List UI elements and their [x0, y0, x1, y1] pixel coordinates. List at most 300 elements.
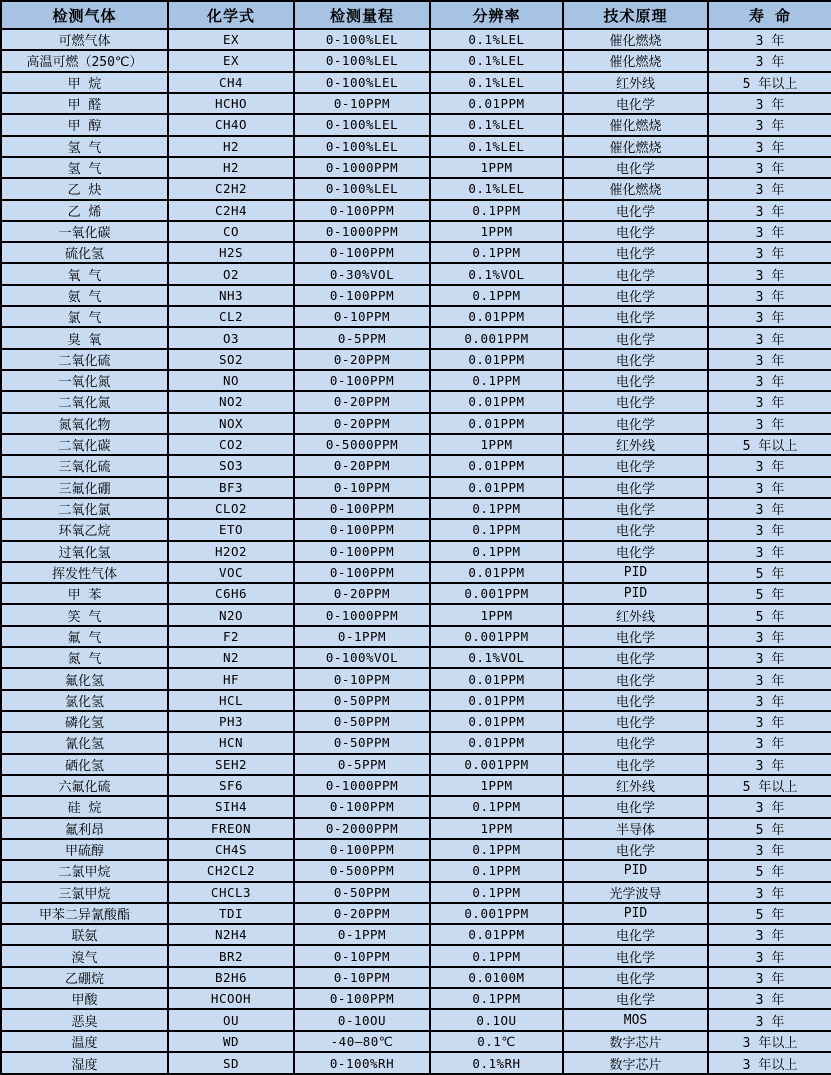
table-row — [1, 136, 831, 157]
cell-gas: 恶臭 — [1, 1009, 168, 1030]
cell-resolution: 1PPM — [430, 818, 563, 839]
cell-resolution: 0.01PPM — [430, 477, 563, 498]
table-row — [1, 306, 831, 327]
cell-gas: 甲酸 — [1, 988, 168, 1009]
cell-lifespan: 3 年 — [708, 263, 831, 284]
table-row — [1, 221, 831, 242]
table-row — [1, 519, 831, 540]
cell-lifespan: 5 年 — [708, 818, 831, 839]
cell-gas: 磷化氢 — [1, 711, 168, 732]
cell-principle: 电化学 — [563, 690, 708, 711]
table-row — [1, 391, 831, 412]
cell-lifespan: 3 年 — [708, 242, 831, 263]
cell-principle: 电化学 — [563, 327, 708, 348]
cell-resolution: 0.01PPM — [430, 349, 563, 370]
cell-principle: 电化学 — [563, 306, 708, 327]
cell-principle: 电化学 — [563, 519, 708, 540]
table-row — [1, 1009, 831, 1030]
cell-lifespan: 3 年 — [708, 50, 831, 71]
column-header-lifespan: 寿 命 — [708, 1, 831, 29]
cell-range: -40—80℃ — [294, 1031, 430, 1052]
cell-lifespan: 5 年以上 — [708, 434, 831, 455]
cell-lifespan: 3 年 — [708, 519, 831, 540]
table-row — [1, 562, 831, 583]
cell-lifespan: 3 年 — [708, 1009, 831, 1030]
table-row — [1, 775, 831, 796]
cell-formula: NO — [168, 370, 294, 391]
cell-lifespan: 3 年以上 — [708, 1031, 831, 1052]
cell-resolution: 0.01PPM — [430, 306, 563, 327]
cell-principle: 电化学 — [563, 839, 708, 860]
cell-principle: 催化燃烧 — [563, 29, 708, 50]
table-row — [1, 157, 831, 178]
cell-resolution: 0.01PPM — [430, 455, 563, 476]
cell-lifespan: 3 年 — [708, 349, 831, 370]
cell-formula: PH3 — [168, 711, 294, 732]
cell-range: 0-10PPM — [294, 668, 430, 689]
cell-formula: WD — [168, 1031, 294, 1052]
cell-formula: C2H4 — [168, 200, 294, 221]
cell-resolution: 0.001PPM — [430, 903, 563, 924]
cell-principle: 电化学 — [563, 626, 708, 647]
cell-range: 0-20PPM — [294, 455, 430, 476]
cell-formula: H2S — [168, 242, 294, 263]
cell-formula: H2 — [168, 136, 294, 157]
cell-formula: ETO — [168, 519, 294, 540]
cell-range: 0-20PPM — [294, 583, 430, 604]
cell-gas: 温度 — [1, 1031, 168, 1052]
cell-formula: N2 — [168, 647, 294, 668]
cell-principle: PID — [563, 903, 708, 924]
cell-principle: 电化学 — [563, 711, 708, 732]
cell-lifespan: 3 年 — [708, 200, 831, 221]
cell-formula: SIH4 — [168, 796, 294, 817]
cell-formula: VOC — [168, 562, 294, 583]
cell-resolution: 0.01PPM — [430, 413, 563, 434]
cell-principle: 红外线 — [563, 775, 708, 796]
cell-range: 0-20PPM — [294, 349, 430, 370]
cell-principle: 数字芯片 — [563, 1031, 708, 1052]
cell-formula: TDI — [168, 903, 294, 924]
cell-gas: 硒化氢 — [1, 754, 168, 775]
cell-gas: 臭 氧 — [1, 327, 168, 348]
cell-resolution: 0.01PPM — [430, 732, 563, 753]
cell-lifespan: 3 年 — [708, 391, 831, 412]
cell-principle: 红外线 — [563, 72, 708, 93]
table-row — [1, 711, 831, 732]
cell-formula: HCN — [168, 732, 294, 753]
table-row — [1, 327, 831, 348]
table-row — [1, 860, 831, 881]
cell-gas: 乙硼烷 — [1, 967, 168, 988]
cell-range: 0-50PPM — [294, 711, 430, 732]
cell-formula: N2H4 — [168, 924, 294, 945]
table-row — [1, 541, 831, 562]
cell-range: 0-100PPM — [294, 285, 430, 306]
cell-resolution: 0.01PPM — [430, 690, 563, 711]
cell-range: 0-100PPM — [294, 498, 430, 519]
cell-gas: 溴气 — [1, 945, 168, 966]
cell-lifespan: 3 年 — [708, 178, 831, 199]
cell-principle: 电化学 — [563, 242, 708, 263]
cell-lifespan: 3 年 — [708, 690, 831, 711]
cell-resolution: 0.1PPM — [430, 839, 563, 860]
cell-lifespan: 3 年 — [708, 157, 831, 178]
cell-lifespan: 3 年 — [708, 327, 831, 348]
cell-gas: 氨 气 — [1, 285, 168, 306]
cell-formula: SEH2 — [168, 754, 294, 775]
cell-lifespan: 5 年以上 — [708, 72, 831, 93]
table-row — [1, 370, 831, 391]
cell-gas: 可燃气体 — [1, 29, 168, 50]
cell-resolution: 0.1PPM — [430, 988, 563, 1009]
cell-principle: 电化学 — [563, 157, 708, 178]
cell-range: 0-10PPM — [294, 477, 430, 498]
cell-gas: 硅 烷 — [1, 796, 168, 817]
cell-lifespan: 3 年 — [708, 668, 831, 689]
cell-range: 0-10OU — [294, 1009, 430, 1030]
cell-range: 0-100%RH — [294, 1052, 430, 1074]
cell-principle: 催化燃烧 — [563, 178, 708, 199]
cell-range: 0-100%LEL — [294, 72, 430, 93]
table-row — [1, 349, 831, 370]
table-row — [1, 924, 831, 945]
cell-range: 0-30%VOL — [294, 263, 430, 284]
column-header-range: 检测量程 — [294, 1, 430, 29]
cell-gas: 环氧乙烷 — [1, 519, 168, 540]
cell-range: 0-50PPM — [294, 732, 430, 753]
cell-range: 0-5000PPM — [294, 434, 430, 455]
cell-gas: 二氧化氮 — [1, 391, 168, 412]
cell-resolution: 0.1%VOL — [430, 263, 563, 284]
cell-resolution: 0.1PPM — [430, 519, 563, 540]
cell-principle: 电化学 — [563, 732, 708, 753]
cell-range: 0-1PPM — [294, 626, 430, 647]
cell-principle: 电化学 — [563, 647, 708, 668]
cell-resolution: 0.1PPM — [430, 882, 563, 903]
cell-principle: 电化学 — [563, 945, 708, 966]
cell-principle: 红外线 — [563, 604, 708, 625]
cell-lifespan: 3 年 — [708, 988, 831, 1009]
cell-formula: BR2 — [168, 945, 294, 966]
cell-gas: 湿度 — [1, 1052, 168, 1074]
cell-resolution: 0.1℃ — [430, 1031, 563, 1052]
cell-gas: 甲 烷 — [1, 72, 168, 93]
table-row — [1, 242, 831, 263]
cell-gas: 六氟化硫 — [1, 775, 168, 796]
cell-resolution: 0.1%LEL — [430, 136, 563, 157]
cell-resolution: 0.1PPM — [430, 242, 563, 263]
cell-formula: SF6 — [168, 775, 294, 796]
cell-principle: 电化学 — [563, 541, 708, 562]
cell-formula: EX — [168, 50, 294, 71]
cell-gas: 三氧化硫 — [1, 455, 168, 476]
cell-range: 0-5PPM — [294, 754, 430, 775]
cell-range: 0-20PPM — [294, 903, 430, 924]
cell-lifespan: 5 年 — [708, 583, 831, 604]
cell-range: 0-100PPM — [294, 988, 430, 1009]
cell-resolution: 0.01PPM — [430, 668, 563, 689]
cell-principle: 电化学 — [563, 924, 708, 945]
cell-range: 0-10PPM — [294, 93, 430, 114]
cell-gas: 氯化氢 — [1, 690, 168, 711]
cell-principle: 催化燃烧 — [563, 136, 708, 157]
cell-resolution: 0.01PPM — [430, 562, 563, 583]
cell-formula: CH4O — [168, 114, 294, 135]
cell-principle: 电化学 — [563, 413, 708, 434]
cell-resolution: 0.1%LEL — [430, 114, 563, 135]
cell-principle: 电化学 — [563, 370, 708, 391]
cell-resolution: 0.1%LEL — [430, 178, 563, 199]
cell-resolution: 0.1%RH — [430, 1052, 563, 1074]
cell-formula: H2 — [168, 157, 294, 178]
cell-resolution: 0.1PPM — [430, 541, 563, 562]
cell-principle: 电化学 — [563, 988, 708, 1009]
cell-gas: 二氯甲烷 — [1, 860, 168, 881]
cell-formula: SO3 — [168, 455, 294, 476]
cell-range: 0-100%LEL — [294, 114, 430, 135]
table-row — [1, 200, 831, 221]
cell-lifespan: 3 年 — [708, 967, 831, 988]
cell-lifespan: 5 年 — [708, 860, 831, 881]
cell-lifespan: 3 年 — [708, 711, 831, 732]
cell-gas: 氮氧化物 — [1, 413, 168, 434]
cell-lifespan: 5 年 — [708, 903, 831, 924]
table-row — [1, 668, 831, 689]
table-row — [1, 626, 831, 647]
cell-formula: OU — [168, 1009, 294, 1030]
table-row — [1, 903, 831, 924]
cell-resolution: 0.1OU — [430, 1009, 563, 1030]
cell-formula: SD — [168, 1052, 294, 1074]
cell-gas: 氢 气 — [1, 136, 168, 157]
cell-resolution: 0.01PPM — [430, 391, 563, 412]
table-row — [1, 818, 831, 839]
cell-range: 0-1000PPM — [294, 775, 430, 796]
cell-range: 0-100%LEL — [294, 29, 430, 50]
cell-principle: 电化学 — [563, 455, 708, 476]
cell-range: 0-100%LEL — [294, 178, 430, 199]
cell-gas: 二氧化碳 — [1, 434, 168, 455]
cell-principle: 红外线 — [563, 434, 708, 455]
cell-principle: 电化学 — [563, 200, 708, 221]
cell-gas: 高温可燃（250℃） — [1, 50, 168, 71]
cell-range: 0-500PPM — [294, 860, 430, 881]
cell-resolution: 0.1%LEL — [430, 72, 563, 93]
cell-lifespan: 3 年 — [708, 221, 831, 242]
cell-resolution: 0.001PPM — [430, 626, 563, 647]
cell-range: 0-1000PPM — [294, 604, 430, 625]
cell-principle: 电化学 — [563, 349, 708, 370]
cell-gas: 甲苯二异氰酸酯 — [1, 903, 168, 924]
cell-formula: BF3 — [168, 477, 294, 498]
cell-principle: 半导体 — [563, 818, 708, 839]
table-row — [1, 945, 831, 966]
cell-formula: CLO2 — [168, 498, 294, 519]
cell-gas: 笑 气 — [1, 604, 168, 625]
table-row — [1, 754, 831, 775]
cell-gas: 甲 醛 — [1, 93, 168, 114]
cell-gas: 氰化氢 — [1, 732, 168, 753]
cell-resolution: 1PPM — [430, 604, 563, 625]
cell-principle: 电化学 — [563, 754, 708, 775]
cell-formula: CHCL3 — [168, 882, 294, 903]
cell-lifespan: 3 年 — [708, 498, 831, 519]
table-row — [1, 72, 831, 93]
cell-range: 0-5PPM — [294, 327, 430, 348]
column-header-principle: 技术原理 — [563, 1, 708, 29]
cell-range: 0-20PPM — [294, 391, 430, 412]
cell-resolution: 0.1PPM — [430, 200, 563, 221]
cell-principle: MOS — [563, 1009, 708, 1030]
cell-gas: 氮 气 — [1, 647, 168, 668]
cell-formula: NH3 — [168, 285, 294, 306]
column-header-formula: 化学式 — [168, 1, 294, 29]
table-row — [1, 690, 831, 711]
cell-gas: 甲硫醇 — [1, 839, 168, 860]
cell-lifespan: 5 年 — [708, 604, 831, 625]
cell-formula: CL2 — [168, 306, 294, 327]
cell-formula: H2O2 — [168, 541, 294, 562]
cell-resolution: 1PPM — [430, 221, 563, 242]
cell-range: 0-10PPM — [294, 306, 430, 327]
cell-lifespan: 5 年以上 — [708, 775, 831, 796]
cell-lifespan: 3 年 — [708, 29, 831, 50]
cell-gas: 氯 气 — [1, 306, 168, 327]
cell-principle: PID — [563, 562, 708, 583]
cell-lifespan: 3 年 — [708, 114, 831, 135]
cell-range: 0-2000PPM — [294, 818, 430, 839]
table-row — [1, 796, 831, 817]
cell-lifespan: 3 年 — [708, 945, 831, 966]
cell-formula: C6H6 — [168, 583, 294, 604]
cell-formula: CH4S — [168, 839, 294, 860]
cell-principle: 数字芯片 — [563, 1052, 708, 1074]
cell-principle: 电化学 — [563, 498, 708, 519]
cell-formula: F2 — [168, 626, 294, 647]
cell-gas: 三氯甲烷 — [1, 882, 168, 903]
cell-range: 0-1PPM — [294, 924, 430, 945]
cell-range: 0-100PPM — [294, 370, 430, 391]
cell-formula: NOX — [168, 413, 294, 434]
cell-gas: 二氧化硫 — [1, 349, 168, 370]
cell-lifespan: 3 年 — [708, 924, 831, 945]
cell-gas: 氟化氢 — [1, 668, 168, 689]
cell-gas: 联氨 — [1, 924, 168, 945]
cell-formula: HCOOH — [168, 988, 294, 1009]
cell-range: 0-100PPM — [294, 796, 430, 817]
cell-resolution: 0.1PPM — [430, 370, 563, 391]
cell-lifespan: 3 年 — [708, 93, 831, 114]
cell-gas: 一氧化碳 — [1, 221, 168, 242]
cell-resolution: 1PPM — [430, 434, 563, 455]
cell-lifespan: 3 年 — [708, 626, 831, 647]
cell-gas: 氧 气 — [1, 263, 168, 284]
cell-principle: 电化学 — [563, 391, 708, 412]
table-row — [1, 50, 831, 71]
cell-range: 0-100%VOL — [294, 647, 430, 668]
table-row — [1, 1052, 831, 1074]
cell-gas: 挥发性气体 — [1, 562, 168, 583]
cell-principle: 催化燃烧 — [563, 50, 708, 71]
cell-formula: CH4 — [168, 72, 294, 93]
cell-principle: 光学波导 — [563, 882, 708, 903]
cell-gas: 过氧化氢 — [1, 541, 168, 562]
table-row — [1, 498, 831, 519]
cell-lifespan: 3 年以上 — [708, 1052, 831, 1074]
cell-principle: 电化学 — [563, 93, 708, 114]
table-row — [1, 29, 831, 50]
cell-resolution: 1PPM — [430, 157, 563, 178]
table-row — [1, 455, 831, 476]
cell-range: 0-10PPM — [294, 945, 430, 966]
cell-lifespan: 3 年 — [708, 541, 831, 562]
cell-lifespan: 3 年 — [708, 732, 831, 753]
table-row — [1, 732, 831, 753]
table-row — [1, 114, 831, 135]
cell-lifespan: 5 年 — [708, 562, 831, 583]
table-row — [1, 477, 831, 498]
cell-resolution: 0.01PPM — [430, 711, 563, 732]
cell-formula: N2O — [168, 604, 294, 625]
table-row — [1, 647, 831, 668]
cell-range: 0-50PPM — [294, 690, 430, 711]
column-header-gas: 检测气体 — [1, 1, 168, 29]
cell-gas: 一氧化氮 — [1, 370, 168, 391]
table-row — [1, 93, 831, 114]
cell-resolution: 0.001PPM — [430, 583, 563, 604]
table-row — [1, 285, 831, 306]
cell-resolution: 0.1%LEL — [430, 29, 563, 50]
cell-lifespan: 3 年 — [708, 413, 831, 434]
cell-formula: EX — [168, 29, 294, 50]
cell-resolution: 0.1PPM — [430, 498, 563, 519]
cell-gas: 乙 炔 — [1, 178, 168, 199]
cell-gas: 氟 气 — [1, 626, 168, 647]
cell-resolution: 0.1PPM — [430, 860, 563, 881]
cell-formula: B2H6 — [168, 967, 294, 988]
cell-range: 0-1000PPM — [294, 221, 430, 242]
cell-range: 0-50PPM — [294, 882, 430, 903]
cell-principle: 催化燃烧 — [563, 114, 708, 135]
cell-principle: 电化学 — [563, 285, 708, 306]
cell-lifespan: 3 年 — [708, 477, 831, 498]
cell-range: 0-100PPM — [294, 242, 430, 263]
table-body — [1, 29, 831, 1074]
cell-formula: O3 — [168, 327, 294, 348]
cell-principle: 电化学 — [563, 221, 708, 242]
table-row — [1, 839, 831, 860]
column-header-resolution: 分辨率 — [430, 1, 563, 29]
cell-resolution: 0.01PPM — [430, 924, 563, 945]
cell-principle: PID — [563, 860, 708, 881]
cell-principle: 电化学 — [563, 668, 708, 689]
cell-gas: 乙 烯 — [1, 200, 168, 221]
cell-formula: C2H2 — [168, 178, 294, 199]
cell-formula: CH2CL2 — [168, 860, 294, 881]
cell-range: 0-100PPM — [294, 541, 430, 562]
table-row — [1, 882, 831, 903]
cell-resolution: 1PPM — [430, 775, 563, 796]
cell-resolution: 0.001PPM — [430, 754, 563, 775]
cell-gas: 甲 醇 — [1, 114, 168, 135]
cell-resolution: 0.1PPM — [430, 945, 563, 966]
cell-range: 0-100PPM — [294, 839, 430, 860]
cell-formula: O2 — [168, 263, 294, 284]
table-row — [1, 988, 831, 1009]
cell-principle: 电化学 — [563, 967, 708, 988]
header-row — [1, 1, 831, 29]
